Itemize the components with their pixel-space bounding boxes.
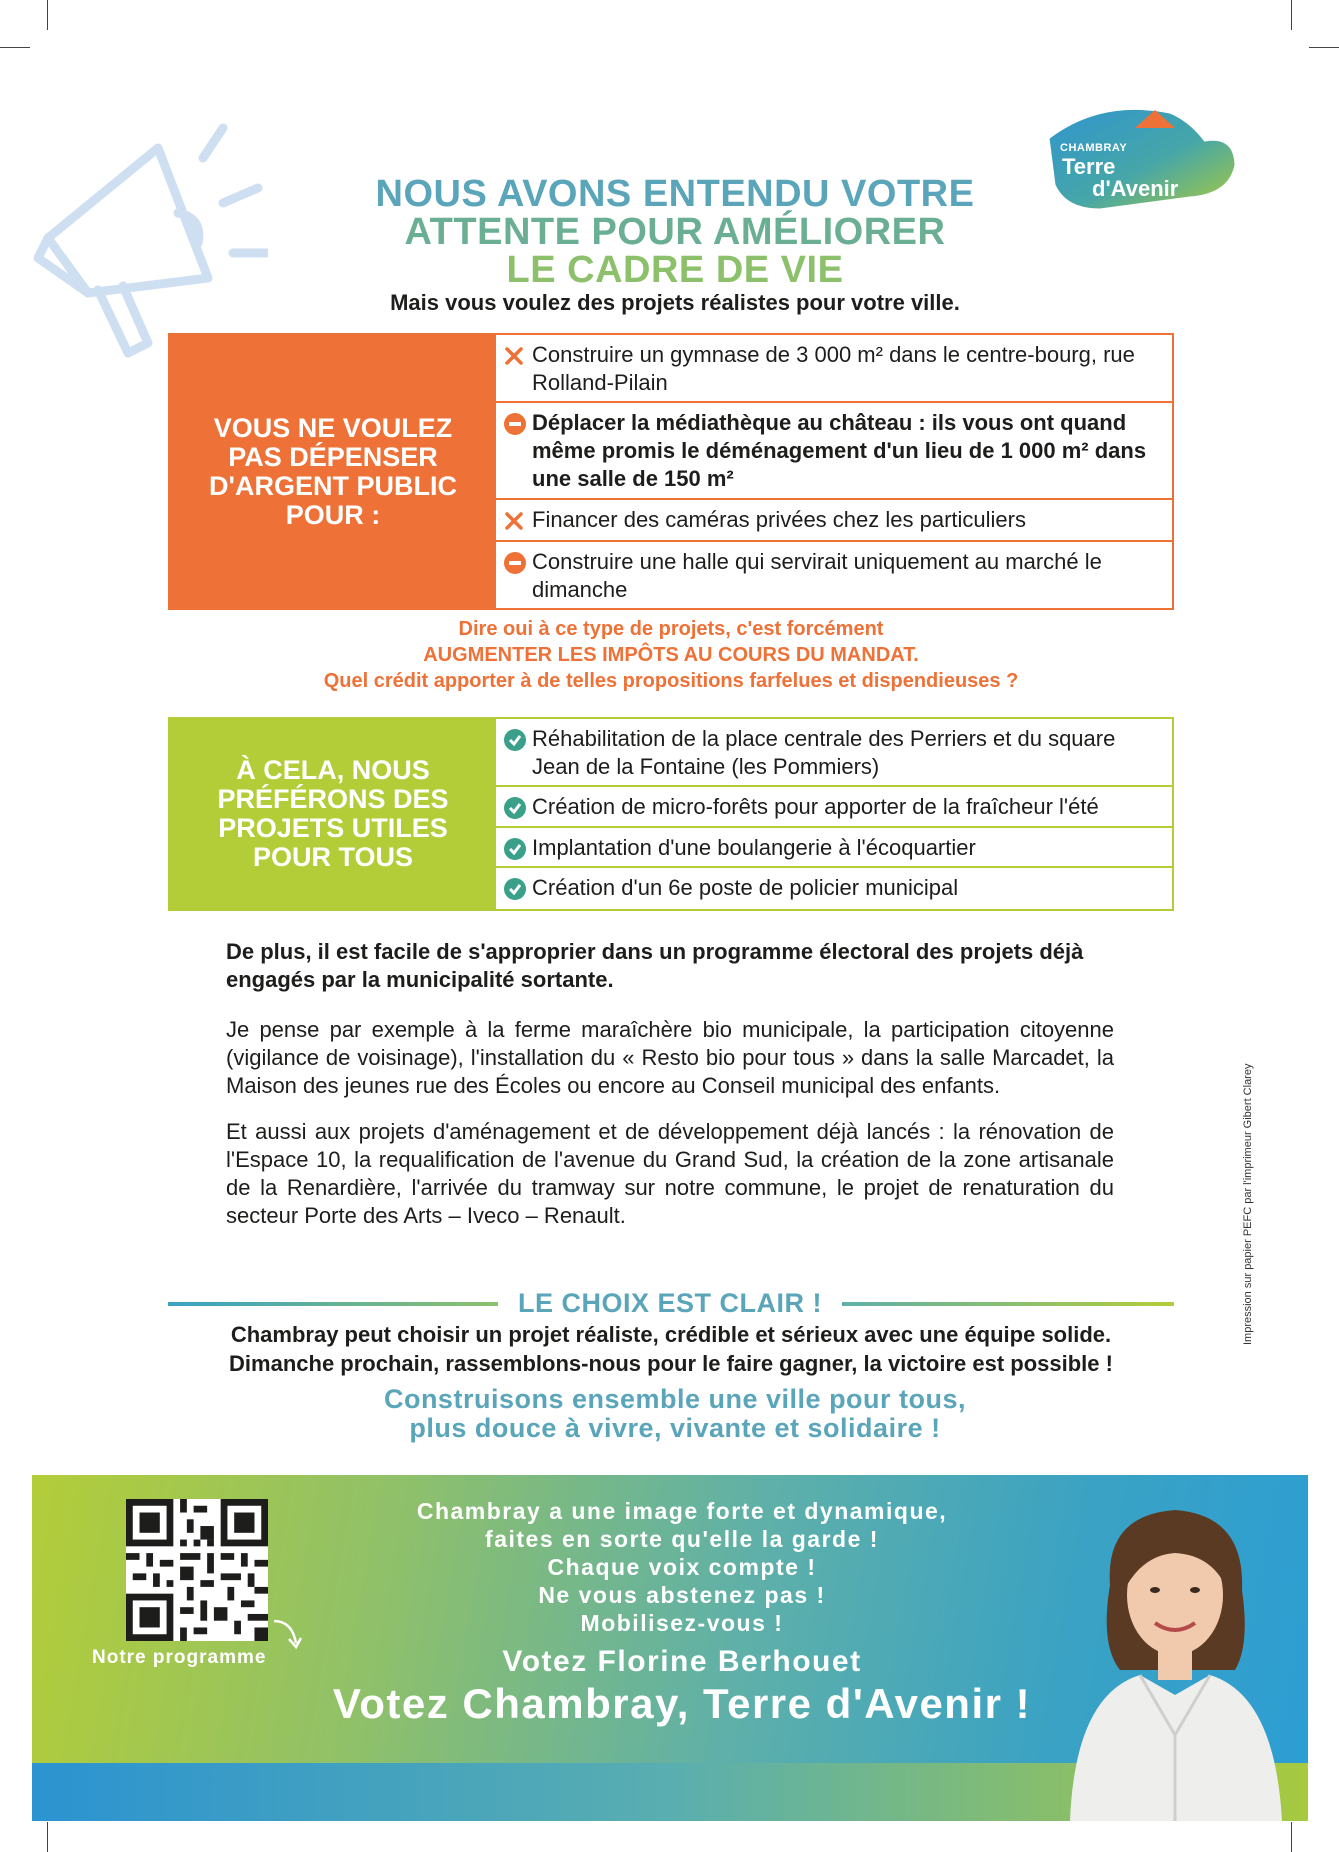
check-circle-icon — [504, 878, 528, 907]
vote-list: Votez Chambray, Terre d'Avenir ! — [332, 1680, 1032, 1727]
banner-line: faites en sorte qu'elle la garde ! — [485, 1526, 879, 1552]
body-lead: De plus, il est facile de s'approprier dans un programme électoral des projets déjà engagés par la municipalité sortante. — [226, 939, 1084, 992]
choice-text — [168, 1320, 1174, 1378]
divider-line — [842, 1302, 1174, 1306]
refuse-list — [496, 335, 1172, 608]
warning-line: Dire oui à ce type de projets, c'est forcément — [458, 618, 884, 640]
crop-mark — [47, 0, 48, 30]
banner-line: Ne vous abstenez pas ! — [538, 1582, 826, 1608]
logo-line2: d'Avenir — [1092, 176, 1179, 201]
prefer-table — [168, 717, 1174, 911]
headline-line: LE CADRE DE VIE — [506, 249, 844, 291]
slogan — [300, 1385, 1050, 1443]
logo-line1: Terre — [1062, 154, 1116, 179]
crop-mark — [47, 1822, 48, 1852]
printer-note: Impression sur papier PEFC par l'imprimeur Gibert Clarey — [1242, 1063, 1254, 1345]
vote-candidate: Votez Florine Berhouet — [502, 1645, 862, 1678]
prefer-item-text: Création d'un 6e poste de policier municipal — [532, 875, 959, 900]
refuse-item — [496, 335, 1172, 403]
check-circle-icon — [504, 838, 528, 867]
refuse-item-text: Construire un gymnase de 3 000 m² dans le centre-bourg, rue Rolland-Pilain — [532, 342, 1135, 395]
refuse-item — [496, 500, 1172, 542]
choice-title: LE CHOIX EST CLAIR ! — [517, 1288, 822, 1318]
crop-mark — [1291, 0, 1292, 30]
prefer-list — [496, 719, 1172, 909]
cross-icon — [504, 345, 528, 373]
megaphone-icon — [28, 118, 268, 368]
headline — [300, 175, 1050, 289]
minus-circle-icon — [504, 413, 528, 442]
candidate-portrait — [1050, 1495, 1300, 1821]
warning-line: AUGMENTER LES IMPÔTS AU COURS DU MANDAT. — [423, 644, 919, 666]
prefer-title — [170, 719, 496, 909]
qr-label: Notre programme — [92, 1647, 267, 1668]
slogan-line: plus douce à vivre, vivante et solidaire ! — [409, 1413, 941, 1443]
refuse-item-text: Construire une halle qui servirait uniquement au marché le dimanche — [532, 549, 1102, 602]
refuse-item-text: Déplacer la médiathèque au château : ils vous ont quand même promis le déménagement d'un lieu de 1 000 m² dans une salle de 150 m² — [532, 410, 1147, 491]
body-text — [226, 938, 1114, 1248]
choice-line: Dimanche prochain, rassemblons-nous pour le faire gagner, la victoire est possible ! — [229, 1351, 1113, 1376]
footer-banner — [32, 1475, 1308, 1821]
crop-mark — [0, 47, 30, 48]
prefer-item-text: Implantation d'une boulangerie à l'écoquartier — [532, 835, 976, 860]
qr-code-pattern — [126, 1499, 268, 1641]
prefer-title-text: À CELA, NOUS PRÉFÉRONS DES PROJETS UTILES POUR TOUS — [217, 755, 449, 872]
headline-line: NOUS AVONS ENTENDU VOTRE — [375, 173, 975, 215]
check-circle-icon — [504, 729, 528, 758]
choice-line: Chambray peut choisir un projet réaliste, crédible et sérieux avec une équipe solide. — [230, 1322, 1112, 1347]
refuse-item — [496, 403, 1172, 500]
refuse-title — [170, 335, 496, 608]
refuse-item-text: Financer des caméras privées chez les particuliers — [532, 507, 1026, 532]
divider-line — [168, 1302, 498, 1306]
logo — [1040, 100, 1240, 220]
headline-line: ATTENTE POUR AMÉLIORER — [404, 211, 946, 253]
cross-icon — [504, 510, 528, 538]
banner-line: Mobilisez-vous ! — [580, 1610, 784, 1636]
refuse-table — [168, 333, 1174, 610]
body-paragraph: Et aussi aux projets d'aménagement et de développement déjà lancés : la rénovation de l'Espace 10, la requalification de l'avenue du Grand Sud, la création de la zone artisanale de la Renardière, l'arrivée du tramway sur notre commune, le projet de renaturation du secteur Porte des Arts – Iveco – Renault. — [226, 1119, 1114, 1228]
warning-line: Quel crédit apporter à de telles propositions farfelues et dispendieuses ? — [323, 670, 1019, 692]
headline-subtitle: Mais vous voulez des projets réalistes pour votre ville. — [390, 290, 960, 315]
qr-code[interactable] — [126, 1499, 268, 1641]
body-paragraph: Je pense par exemple à la ferme maraîchère bio municipale, la participation citoyenne (vigilance de voisinage), l'installation du « Resto bio pour tous » dans la salle Marcadet, la Maison des jeunes rue des Écoles ou encore au Conseil municipal des enfants. — [226, 1017, 1114, 1098]
banner-line: Chaque voix compte ! — [547, 1554, 817, 1580]
curved-arrow-icon — [270, 1615, 310, 1655]
prefer-item — [496, 719, 1172, 787]
banner-message — [322, 1497, 1042, 1637]
prefer-item — [496, 787, 1172, 828]
minus-circle-icon — [504, 552, 528, 581]
refuse-title-text: VOUS NE VOULEZ PAS DÉPENSER D'ARGENT PUBLIC POUR : — [209, 412, 457, 530]
warning-text — [168, 616, 1174, 694]
check-circle-icon — [504, 797, 528, 826]
prefer-item — [496, 868, 1172, 911]
prefer-item — [496, 828, 1172, 868]
refuse-item — [496, 542, 1172, 608]
slogan-line: Construisons ensemble une ville pour tous, — [383, 1384, 967, 1414]
logo-small-text: CHAMBRAY — [1060, 142, 1128, 154]
crop-mark — [1309, 47, 1339, 48]
prefer-item-text: Création de micro-forêts pour apporter de la fraîcheur l'été — [532, 794, 1099, 819]
prefer-item-text: Réhabilitation de la place centrale des Perriers et du square Jean de la Fontaine (les Pommiers) — [532, 726, 1116, 779]
banner-line: Chambray a une image forte et dynamique, — [416, 1498, 948, 1524]
crop-mark — [1291, 1822, 1292, 1852]
